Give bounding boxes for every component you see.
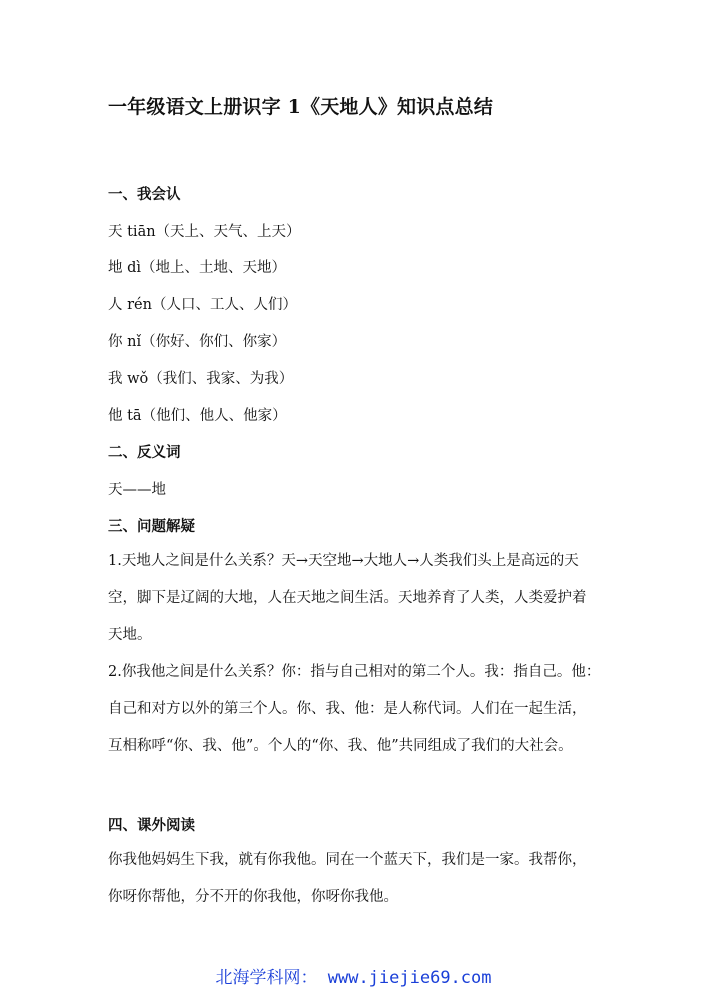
document-title: 一年级语文上册识字 1《天地人》知识点总结: [108, 96, 494, 118]
char-entry-ren: 人 rén（人口、工人、人们）: [108, 297, 297, 313]
question-paragraph-2: [108, 654, 608, 765]
char-entry-ta: 他 tā（他们、他人、他家）: [108, 408, 287, 424]
paragraph-line: 自己和对方以外的第三个人。你、我、他：是人称代词。人们在一起生活，: [108, 701, 587, 717]
paragraph-line: 你呀你帮他，分不开的你我他，你呀你我他。: [108, 889, 398, 905]
char-entry-tian: 天 tiān（天上、天气、上天）: [108, 224, 301, 240]
section-heading-questions: 三、问题解疑: [108, 518, 195, 535]
paragraph-line: 你我他妈妈生下我，就有你我他。同在一个蓝天下，我们是一家。我帮你，: [108, 852, 587, 868]
footer-website-link[interactable]: 北海学科网： www.jiejie69.com: [215, 968, 492, 988]
reading-paragraph: [108, 842, 608, 916]
char-entry-ni: 你 nǐ（你好、你们、你家）: [108, 334, 287, 350]
paragraph-line: 空，脚下是辽阔的大地，人在天地之间生活。天地养育了人类，人类爱护着: [108, 590, 587, 606]
char-entry-wo: 我 wǒ（我们、我家、为我）: [108, 371, 294, 387]
antonym-pair: 天——地: [108, 482, 166, 498]
paragraph-line: 天地。: [108, 627, 152, 643]
paragraph-line: 互相称呼“你、我、他”。个人的“你、我、他”共同组成了我们的大社会。: [108, 738, 573, 754]
section-heading-antonyms: 二、反义词: [108, 444, 181, 461]
section-heading-extra-reading: 四、课外阅读: [108, 817, 195, 834]
paragraph-line: 1.天地人之间是什么关系？天→天空地→大地人→人类我们头上是高远的天: [108, 553, 579, 569]
section-heading-recognize: 一、我会认: [108, 186, 181, 203]
char-entry-di: 地 dì（地上、土地、天地）: [108, 260, 287, 276]
paragraph-line: 2.你我他之间是什么关系？你：指与自己相对的第二个人。我：指自己。他：: [108, 664, 601, 680]
question-paragraph-1: [108, 543, 608, 654]
